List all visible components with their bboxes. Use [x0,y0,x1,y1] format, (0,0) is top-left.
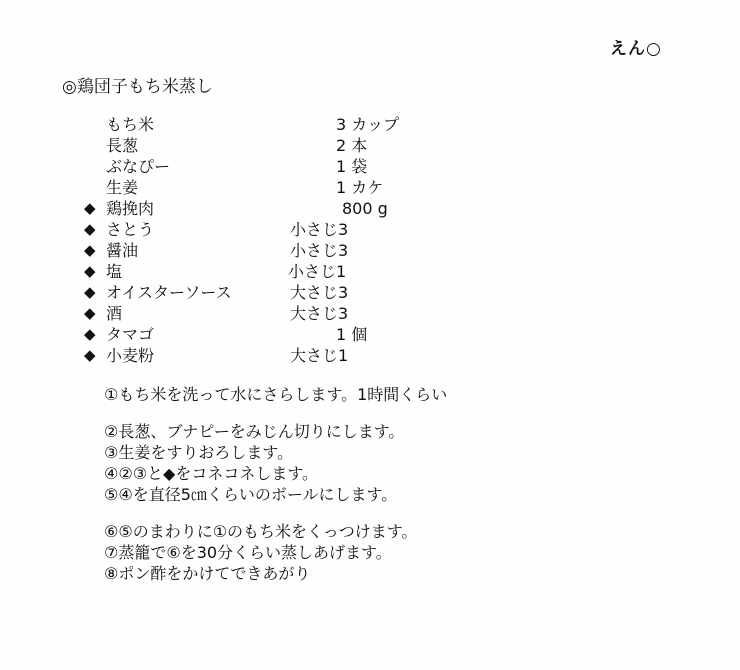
recipe-title: ◎鶏団子もち米蒸し [62,77,213,97]
ingredient-quantity: 大さじ1 [290,346,349,365]
ingredient-name: もち米 [106,115,155,134]
ingredient-name: 醤油 [106,241,139,260]
author-name: えん○ [610,39,662,59]
ingredient-name: オイスターソース [106,283,232,302]
step-1: ①もち米を洗って水にさらします。1時間くらい [104,385,448,404]
diamond-icon: ◆ [84,220,96,238]
ingredient-name: 長葱 [106,136,139,155]
ingredient-quantity: 1 カケ [336,178,384,197]
ingredient-name: 鶏挽肉 [106,199,155,218]
ingredient-quantity: 小さじ1 [288,262,347,281]
diamond-icon: ◆ [84,283,96,301]
step-5: ⑤④を直径5㎝くらいのボールにします。 [104,485,398,504]
step-6: ⑥⑤のまわりに①のもち米をくっつけます。 [104,522,418,541]
ingredient-quantity: 大さじ3 [290,304,349,323]
ingredient-name: 小麦粉 [106,346,155,365]
diamond-icon: ◆ [84,199,96,217]
step-3: ③生姜をすりおろします。 [104,443,294,462]
ingredient-row [0,219,480,240]
diamond-icon: ◆ [84,304,96,322]
ingredient-quantity: 1 個 [336,325,368,344]
ingredient-name: タマゴ [106,325,155,344]
ingredient-row [0,156,480,177]
ingredient-row [0,177,480,198]
ingredient-row [0,114,480,135]
diamond-icon: ◆ [84,262,96,280]
diamond-icon: ◆ [84,241,96,259]
ingredient-name: さとう [106,220,155,239]
ingredient-name: ぶなぴー [106,157,171,176]
diamond-icon: ◆ [84,325,96,343]
ingredient-row [0,240,480,261]
ingredient-quantity: 2 本 [336,136,368,155]
diamond-icon: ◆ [84,346,96,364]
ingredient-name: 酒 [106,304,123,323]
ingredient-name: 塩 [106,262,123,281]
step-4: ④②③と◆をコネコネします。 [104,464,319,483]
step-7: ⑦蒸籠で⑥を30分くらい蒸しあげます。 [104,543,392,562]
ingredient-quantity: 3 カップ [336,115,400,134]
ingredient-row [0,303,480,324]
ingredient-row [0,261,480,282]
ingredient-row [0,282,480,303]
ingredient-row [0,345,480,366]
ingredient-quantity: 小さじ3 [290,220,349,239]
step-2: ②長葱、ブナピーをみじん切りにします。 [104,422,405,441]
ingredient-row [0,135,480,156]
ingredient-quantity: 800 g [342,199,388,218]
step-list [104,384,447,584]
ingredient-quantity: 1 袋 [336,157,368,176]
ingredient-row [0,198,480,219]
step-spacer [104,405,447,421]
ingredient-quantity: 大さじ3 [290,283,349,302]
step-8: ⑧ポン酢をかけてできあがり [104,564,311,583]
ingredient-quantity: 小さじ3 [290,241,349,260]
ingredient-name: 生姜 [106,178,139,197]
ingredient-list [0,114,480,366]
ingredient-row [0,324,480,345]
step-spacer [104,505,447,521]
